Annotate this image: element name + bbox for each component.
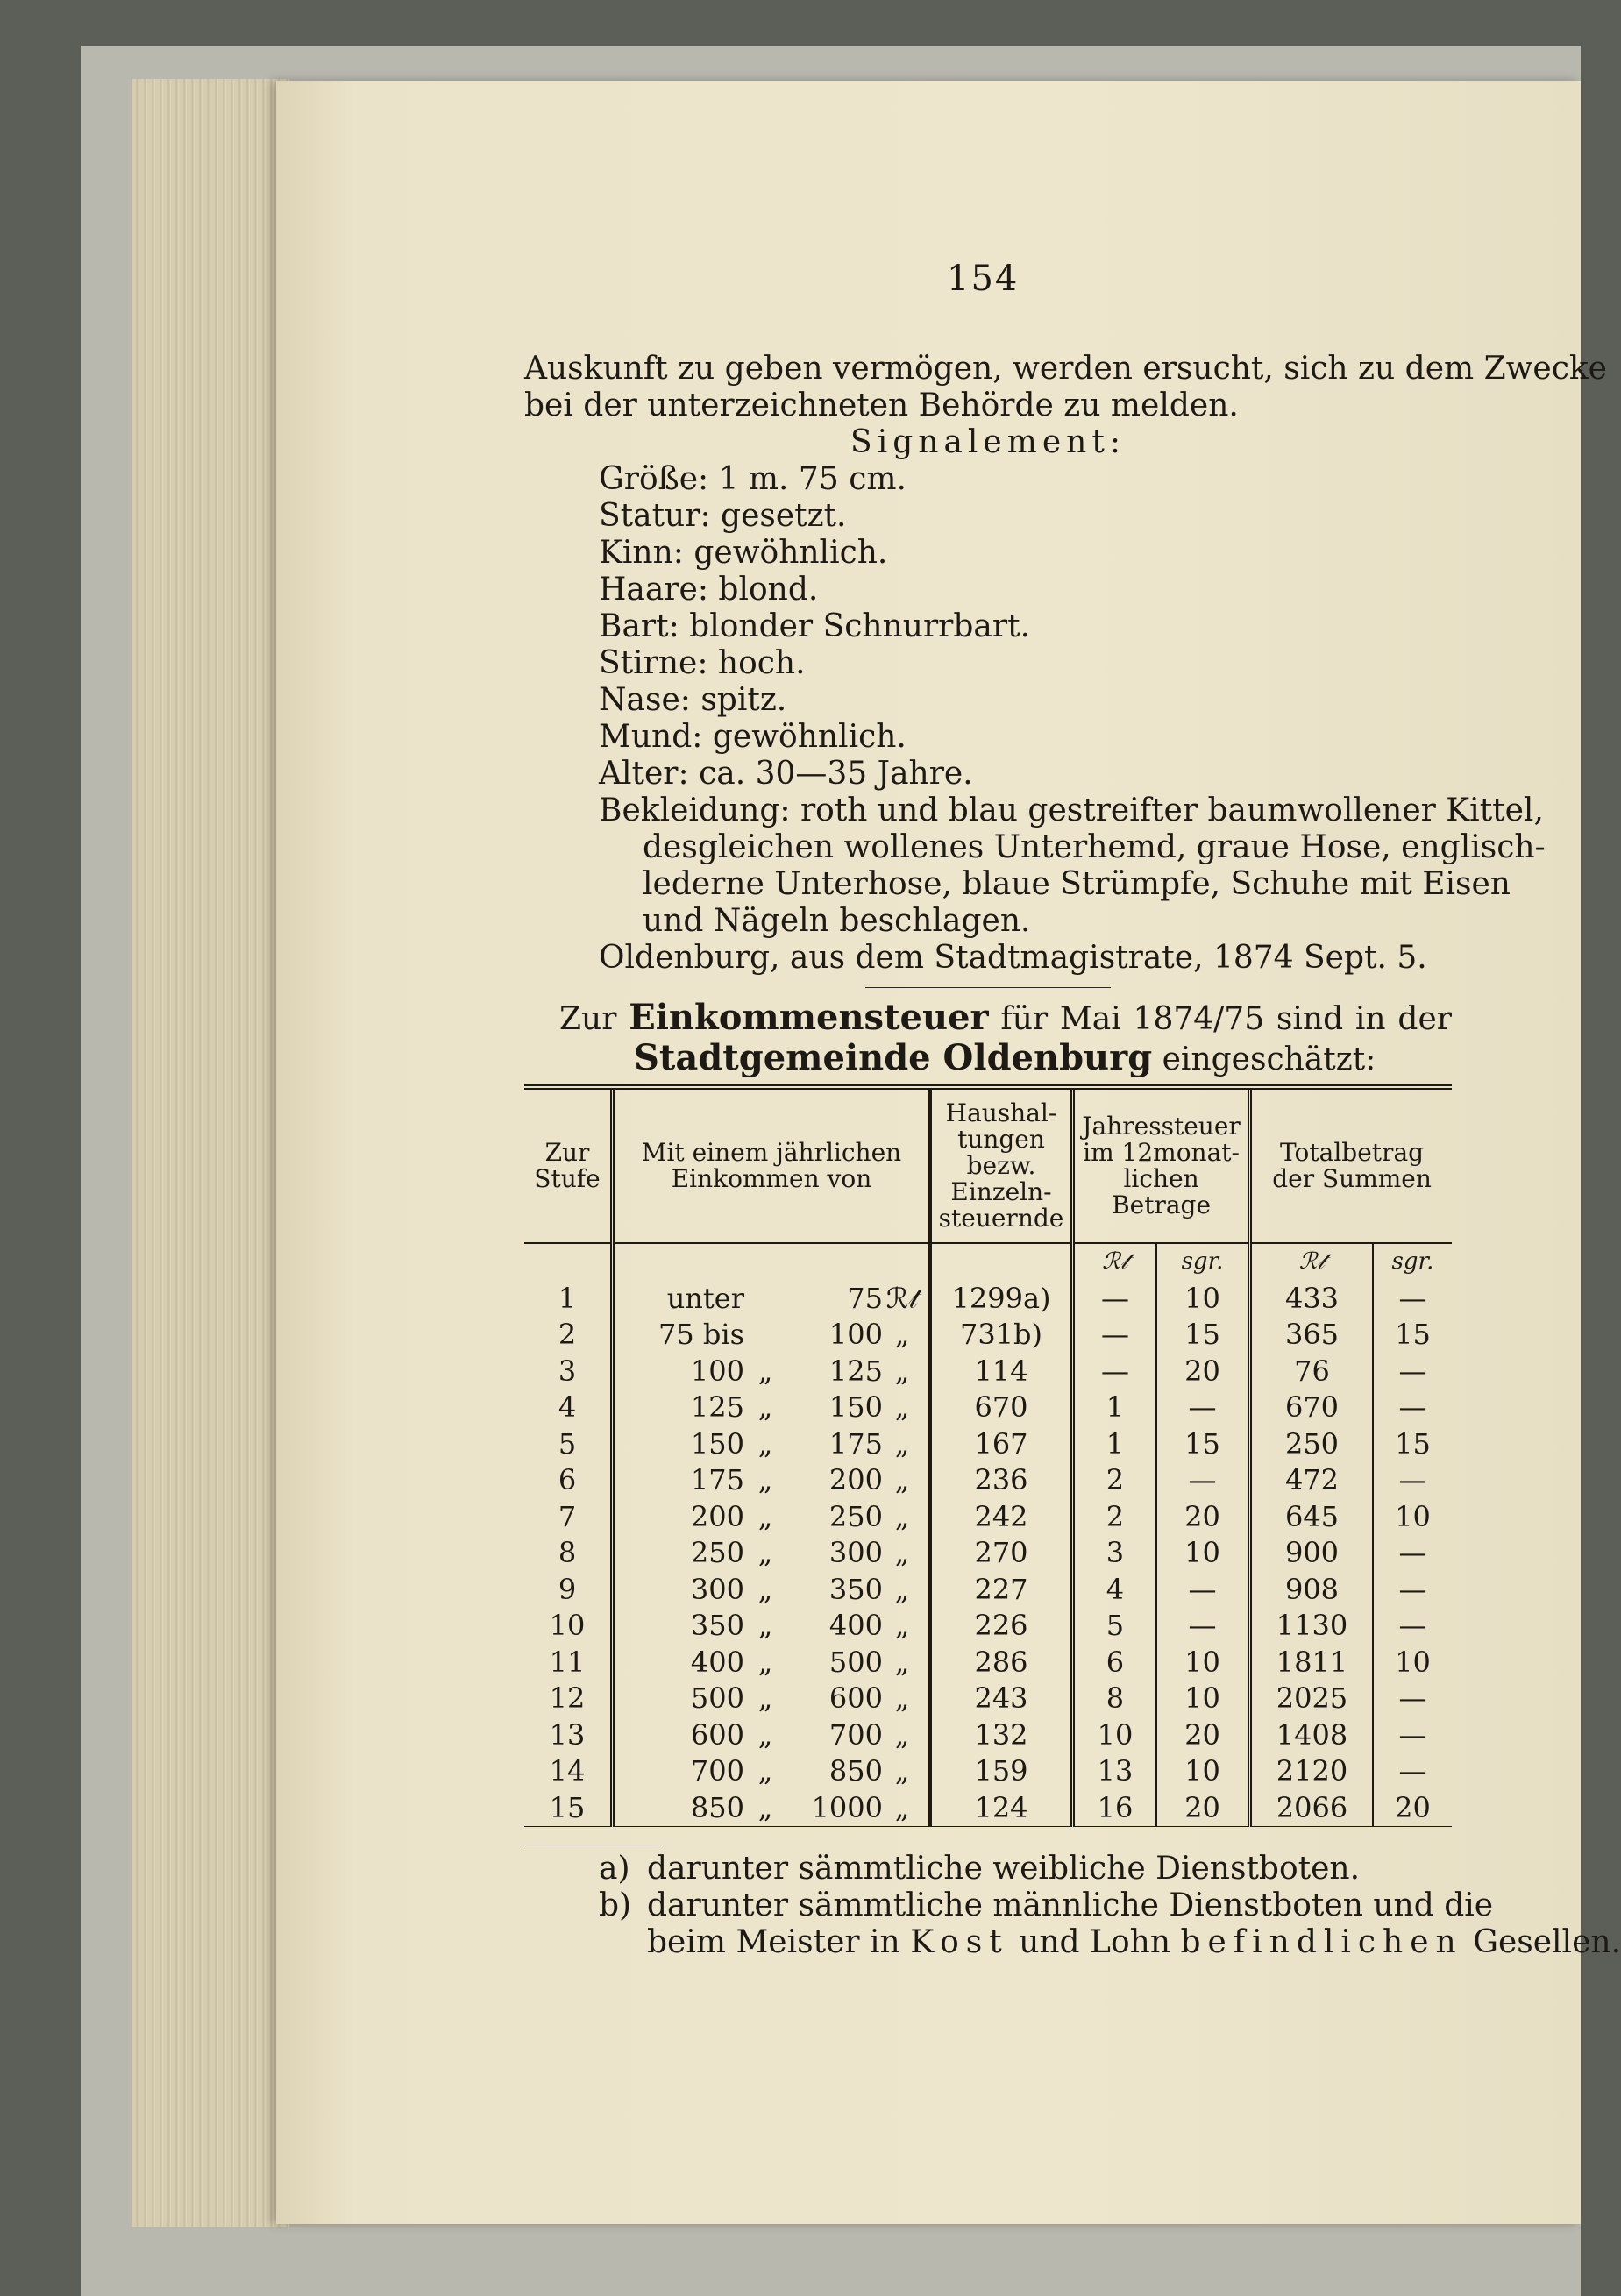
cell-steuer-thaler: 2 [1073, 1462, 1156, 1499]
cell-total-thaler: 2066 [1250, 1790, 1373, 1827]
cell-steuer-thaler: 2 [1073, 1499, 1156, 1536]
clothing-line: Bekleidung: roth und blau gestreifter baumwollener Kittel, [599, 793, 1544, 828]
table-row [524, 1390, 1452, 1426]
footnote-b-part: beim Meister in [647, 1924, 900, 1960]
table-row [524, 1753, 1452, 1790]
range-to: 250 [828, 1499, 883, 1533]
cell-einkommen [613, 1499, 931, 1536]
cell-total-thaler: 908 [1250, 1572, 1373, 1609]
cell-haushalt: 286 [930, 1645, 1073, 1681]
cell-total-sgr: 10 [1373, 1645, 1452, 1681]
range-separator: „ [757, 1426, 773, 1461]
table-body [524, 1243, 1452, 1827]
cell-stufe: 9 [558, 1572, 577, 1606]
cell-steuer-thaler: 1 [1073, 1426, 1156, 1463]
cell-total-sgr: 20 [1373, 1790, 1452, 1827]
unit-sgr: sgr. [1373, 1243, 1452, 1281]
cell-steuer-sgr: 10 [1156, 1535, 1250, 1572]
range-to: 300 [828, 1536, 883, 1569]
cell-steuer-sgr: — [1156, 1608, 1250, 1645]
cell-steuer-sgr: 20 [1156, 1717, 1250, 1754]
units-empty [524, 1243, 613, 1281]
cell-total-sgr: — [1373, 1281, 1452, 1318]
range-from: 100 [690, 1354, 744, 1388]
range-from: 250 [690, 1536, 744, 1569]
cell-steuer-thaler: 10 [1073, 1717, 1156, 1754]
range-unit: ℛ𝓉 [885, 1281, 919, 1315]
signalement-item: Bart: blonder Schnurrbart. [599, 608, 1031, 644]
tax-heading-pre: Zur [559, 1001, 617, 1037]
range-separator: „ [757, 1536, 773, 1569]
unit-thaler: ℛ𝓉 [1250, 1243, 1373, 1281]
range-from: 500 [690, 1681, 744, 1715]
units-empty [613, 1243, 931, 1281]
cell-steuer-thaler: 4 [1073, 1572, 1156, 1609]
table-row [524, 1717, 1452, 1754]
cell-stufe: 14 [549, 1754, 586, 1788]
range-to: 400 [828, 1609, 883, 1642]
cell-steuer-sgr: 15 [1156, 1426, 1250, 1463]
range-from: 150 [690, 1426, 744, 1461]
cell-total-sgr: — [1373, 1717, 1452, 1754]
cell-einkommen [613, 1753, 931, 1790]
header-einkommen: Mit einem jährlichen Einkommen von [613, 1087, 931, 1243]
range-separator: „ [757, 1609, 773, 1642]
tax-heading-post: eingeschätzt: [1162, 1041, 1376, 1077]
cell-total-thaler: 900 [1250, 1535, 1373, 1572]
cell-steuer-sgr: 20 [1156, 1790, 1250, 1827]
table-row [524, 1499, 1452, 1536]
cell-total-sgr: — [1373, 1572, 1452, 1609]
cell-stufe: 2 [558, 1318, 577, 1351]
footnote-b-part: Kost [910, 1924, 1009, 1960]
clothing-description [524, 793, 1546, 940]
units-row [524, 1243, 1452, 1281]
range-from: 600 [690, 1717, 744, 1752]
cell-einkommen [613, 1281, 931, 1318]
header-jahressteuer: Jahressteuer im 12monat-lichen Betrage [1073, 1087, 1250, 1243]
tax-heading-mid: für Mai 1874/75 sind in der [1000, 1001, 1452, 1037]
range-from: 125 [690, 1390, 744, 1424]
signalement-heading: Signalement: [850, 424, 1126, 460]
cell-total-thaler: 1408 [1250, 1717, 1373, 1754]
cell-total-sgr: 10 [1373, 1499, 1452, 1536]
range-from: 300 [690, 1572, 744, 1606]
cell-total-thaler: 76 [1250, 1354, 1373, 1390]
tax-heading-bold-2: Stadtgemeinde Oldenburg [634, 1037, 1153, 1078]
range-to: 700 [828, 1717, 883, 1752]
range-from: 850 [690, 1790, 744, 1824]
cell-stufe: 13 [549, 1717, 586, 1752]
cell-stufe: 7 [558, 1499, 577, 1533]
unit-thaler: ℛ𝓉 [1073, 1243, 1156, 1281]
cell-einkommen [613, 1645, 931, 1681]
table-header-row [524, 1087, 1452, 1243]
cell-total-thaler: 365 [1250, 1317, 1373, 1354]
cell-haushalt: 124 [930, 1790, 1073, 1827]
cell-haushalt: 731b) [930, 1317, 1073, 1354]
cell-einkommen [613, 1317, 931, 1354]
range-unit: „ [894, 1354, 910, 1388]
range-to: 600 [828, 1681, 883, 1715]
cell-einkommen [613, 1535, 931, 1572]
intro-line-2: bei der unterzeichneten Behörde zu melden. [524, 387, 1239, 423]
cell-steuer-sgr: 10 [1156, 1281, 1250, 1318]
header-haushalt: Haushal-tungen bezw. Einzeln-steuernde [930, 1087, 1073, 1243]
range-to: 125 [828, 1354, 883, 1388]
table-row [524, 1681, 1452, 1717]
range-unit: „ [894, 1426, 910, 1461]
footnote-a-text: darunter sämmtliche weibliche Dienstboten. [647, 1851, 1361, 1887]
range-unit: „ [894, 1463, 910, 1496]
cell-stufe: 10 [549, 1609, 586, 1642]
cell-haushalt: 270 [930, 1535, 1073, 1572]
cell-stufe: 12 [549, 1681, 586, 1715]
cell-total-thaler: 1811 [1250, 1645, 1373, 1681]
cell-stufe: 8 [558, 1536, 577, 1569]
footnote-a-label: a) [599, 1851, 630, 1887]
cell-einkommen [613, 1608, 931, 1645]
cell-haushalt: 1299a) [930, 1281, 1073, 1318]
cell-einkommen [613, 1462, 931, 1499]
page-number: 154 [947, 259, 1020, 299]
cell-steuer-thaler: 8 [1073, 1681, 1156, 1717]
footnote-b-part: Gesellen. [1473, 1924, 1621, 1960]
cell-total-sgr: — [1373, 1462, 1452, 1499]
cell-steuer-sgr: — [1156, 1572, 1250, 1609]
cell-haushalt: 159 [930, 1753, 1073, 1790]
signalement-list [524, 461, 1452, 793]
intro-line-1: Auskunft zu geben vermögen, werden ersucht, sich zu dem Zwecke [524, 351, 1607, 387]
range-unit: „ [894, 1536, 910, 1569]
cell-total-sgr: — [1373, 1681, 1452, 1717]
range-to: 850 [828, 1754, 883, 1788]
cell-steuer-sgr: 10 [1156, 1645, 1250, 1681]
range-separator: „ [757, 1390, 773, 1424]
range-unit: „ [894, 1645, 910, 1679]
cell-stufe: 6 [558, 1463, 577, 1496]
cell-total-thaler: 2025 [1250, 1681, 1373, 1717]
tax-heading-line-1 [524, 999, 1452, 1039]
page-content [524, 351, 1621, 1961]
cell-einkommen [613, 1717, 931, 1754]
cell-einkommen [613, 1390, 931, 1426]
footnote-b-part: befindlichen [1180, 1924, 1463, 1960]
range-separator: „ [757, 1645, 773, 1679]
range-from: 700 [690, 1754, 744, 1788]
range-unit: „ [894, 1572, 910, 1606]
cell-total-thaler: 645 [1250, 1499, 1373, 1536]
cell-haushalt: 242 [930, 1499, 1073, 1536]
range-unit: „ [894, 1717, 910, 1752]
cell-total-thaler: 433 [1250, 1281, 1373, 1318]
cell-steuer-sgr: 10 [1156, 1681, 1250, 1717]
range-from: 350 [690, 1609, 744, 1642]
cell-einkommen [613, 1681, 931, 1717]
signalement-item: Mund: gewöhnlich. [599, 719, 906, 755]
header-stufe: Zur Stufe [524, 1087, 613, 1243]
cell-total-thaler: 250 [1250, 1426, 1373, 1463]
range-to: 500 [828, 1645, 883, 1679]
cell-total-sgr: — [1373, 1390, 1452, 1426]
range-unit: „ [894, 1681, 910, 1715]
range-from: 400 [690, 1645, 744, 1679]
signalement-item: Alter: ca. 30—35 Jahre. [599, 756, 973, 792]
range-separator: „ [757, 1463, 773, 1496]
table-row [524, 1790, 1452, 1827]
range-separator: „ [757, 1790, 773, 1824]
cell-haushalt: 236 [930, 1462, 1073, 1499]
cell-stufe: 3 [558, 1354, 577, 1388]
clothing-line: und Nägeln beschlagen. [643, 903, 1031, 939]
range-unit: „ [894, 1318, 910, 1351]
range-unit: „ [894, 1754, 910, 1788]
cell-total-sgr: 15 [1373, 1426, 1452, 1463]
range-separator: „ [757, 1572, 773, 1606]
income-tax-table [524, 1084, 1452, 1827]
cell-haushalt: 243 [930, 1681, 1073, 1717]
range-to: 175 [828, 1426, 883, 1461]
cell-steuer-sgr: 20 [1156, 1499, 1250, 1536]
cell-steuer-thaler: 16 [1073, 1790, 1156, 1827]
range-unit: „ [894, 1499, 910, 1533]
range-from: 175 [690, 1463, 744, 1496]
cell-einkommen [613, 1426, 931, 1463]
range-separator: „ [757, 1754, 773, 1788]
footnote-b-label: b) [599, 1887, 632, 1923]
table-row [524, 1608, 1452, 1645]
cell-haushalt: 132 [930, 1717, 1073, 1754]
table-row [524, 1317, 1452, 1354]
cell-haushalt: 226 [930, 1608, 1073, 1645]
range-separator: „ [757, 1681, 773, 1715]
signalement-item: Statur: gesetzt. [599, 498, 847, 534]
cell-total-sgr: — [1373, 1354, 1452, 1390]
signalement-item: Stirne: hoch. [599, 645, 806, 681]
range-from: 75 bis [658, 1318, 744, 1351]
cell-steuer-thaler: 6 [1073, 1645, 1156, 1681]
table-row [524, 1645, 1452, 1681]
table-row [524, 1462, 1452, 1499]
cell-stufe: 4 [558, 1390, 577, 1424]
cell-einkommen [613, 1790, 931, 1827]
cell-einkommen [613, 1572, 931, 1609]
range-unit: „ [894, 1390, 910, 1424]
tax-heading-line-2 [524, 1039, 1452, 1079]
section-divider [865, 987, 1111, 988]
range-unit: „ [894, 1609, 910, 1642]
range-separator: „ [757, 1717, 773, 1752]
signalement-item: Kinn: gewöhnlich. [599, 535, 888, 571]
tax-heading-bold-1: Einkommensteuer [629, 997, 989, 1038]
range-to: 350 [828, 1572, 883, 1606]
cell-haushalt: 227 [930, 1572, 1073, 1609]
range-separator: „ [757, 1499, 773, 1533]
table-row [524, 1354, 1452, 1390]
cell-total-thaler: 472 [1250, 1462, 1373, 1499]
footnote-b-text: darunter sämmtliche männliche Dienstboten und die [647, 1887, 1494, 1923]
range-from: 200 [690, 1499, 744, 1533]
unit-sgr: sgr. [1156, 1243, 1250, 1281]
cell-haushalt: 670 [930, 1390, 1073, 1426]
cell-steuer-thaler: 1 [1073, 1390, 1156, 1426]
cell-total-thaler: 1130 [1250, 1608, 1373, 1645]
cell-steuer-thaler: 3 [1073, 1535, 1156, 1572]
range-to: 1000 [811, 1790, 883, 1824]
cell-total-thaler: 670 [1250, 1390, 1373, 1426]
cell-stufe: 5 [558, 1426, 577, 1461]
page-edges [132, 79, 289, 2227]
footnote-b-continuation [524, 1924, 1621, 1961]
cell-steuer-sgr: 10 [1156, 1753, 1250, 1790]
range-to: 200 [828, 1463, 883, 1496]
range-separator: „ [757, 1354, 773, 1388]
cell-steuer-thaler: — [1073, 1281, 1156, 1318]
table-row [524, 1572, 1452, 1609]
range-from: unter [666, 1281, 744, 1315]
cell-steuer-thaler: — [1073, 1354, 1156, 1390]
units-empty [930, 1243, 1073, 1281]
range-to: 100 [828, 1318, 883, 1351]
cell-steuer-sgr: 15 [1156, 1317, 1250, 1354]
cell-haushalt: 167 [930, 1426, 1073, 1463]
table-row [524, 1281, 1452, 1318]
cell-total-sgr: 15 [1373, 1317, 1452, 1354]
cell-steuer-sgr: — [1156, 1462, 1250, 1499]
range-unit: „ [894, 1790, 910, 1824]
cell-einkommen [613, 1354, 931, 1390]
cell-steuer-thaler: 13 [1073, 1753, 1156, 1790]
cell-steuer-thaler: — [1073, 1317, 1156, 1354]
cell-total-thaler: 2120 [1250, 1753, 1373, 1790]
footnote-b-part: und Lohn [1019, 1924, 1170, 1960]
range-to: 150 [828, 1390, 883, 1424]
cell-steuer-sgr: — [1156, 1390, 1250, 1426]
cell-total-sgr: — [1373, 1753, 1452, 1790]
cell-stufe: 15 [524, 1790, 613, 1827]
signalement-item: Größe: 1 m. 75 cm. [599, 461, 906, 497]
signalement-item: Nase: spitz. [599, 682, 787, 718]
cell-total-sgr: — [1373, 1608, 1452, 1645]
cell-total-sgr: — [1373, 1535, 1452, 1572]
footnote-b [524, 1887, 1494, 1924]
table-row [524, 1535, 1452, 1572]
cell-steuer-sgr: 20 [1156, 1354, 1250, 1390]
clothing-line: lederne Unterhose, blaue Strümpfe, Schuhe mit Eisen [643, 866, 1511, 902]
range-to: 75 [847, 1281, 883, 1315]
cell-stufe: 11 [549, 1645, 586, 1679]
tax-heading [524, 999, 1452, 1079]
cell-stufe: 1 [558, 1281, 577, 1315]
signalement-item: Haare: blond. [599, 572, 819, 608]
header-totalbetrag: Totalbetrag der Summen [1250, 1087, 1452, 1243]
table-row [524, 1426, 1452, 1463]
cell-steuer-thaler: 5 [1073, 1608, 1156, 1645]
cell-haushalt: 114 [930, 1354, 1073, 1390]
clothing-line: desgleichen wollenes Unterhemd, graue Hose, englisch- [643, 829, 1546, 865]
footnote-a [524, 1851, 1452, 1887]
signature-line: Oldenburg, aus dem Stadtmagistrate, 1874 Sept. 5. [599, 940, 1427, 976]
